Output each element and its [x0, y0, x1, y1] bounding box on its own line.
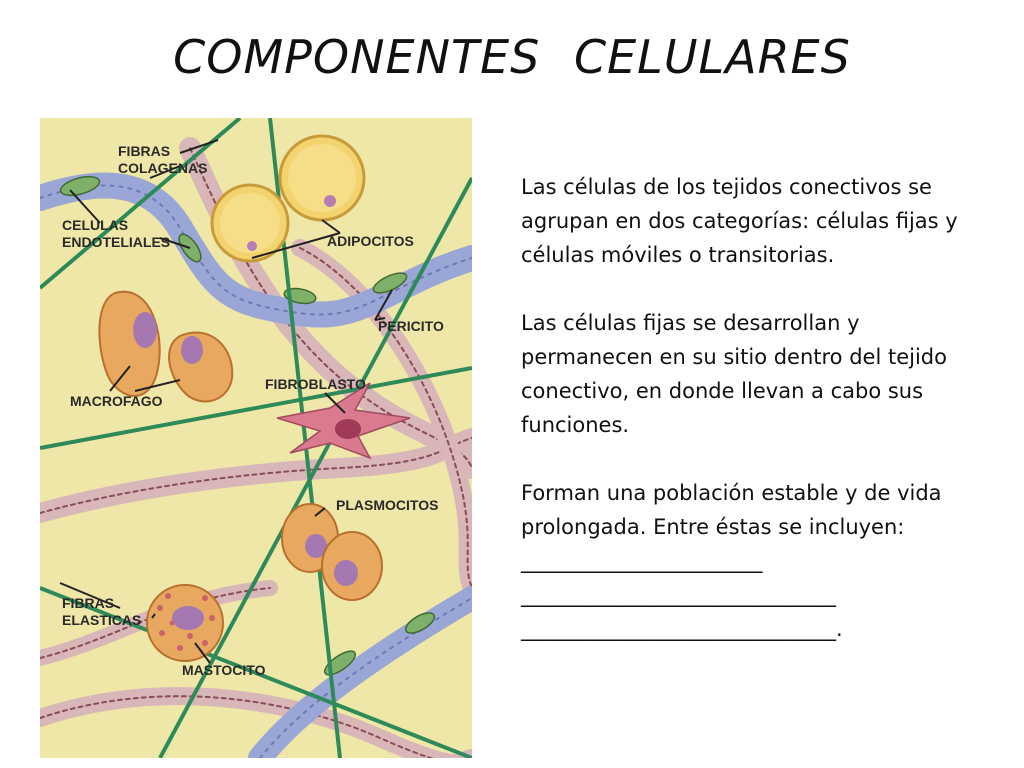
p3-blank-line2: ______________________________	[521, 583, 836, 607]
label-celulas-endoteliales-line1: CELULAS	[62, 217, 129, 233]
mast-cell	[147, 585, 223, 661]
label-fibroblasto: FIBROBLASTO	[265, 376, 366, 392]
p1-highlight-fijas: fijas	[895, 209, 939, 233]
label-pericito: PERICITO	[378, 318, 444, 334]
p3-highlight-incluyen: incluyen	[808, 515, 898, 539]
p2-text-a: Las células	[521, 311, 644, 335]
label-adipocitos: ADIPOCITOS	[327, 233, 414, 249]
p1-highlight-dos-categorias: dos categorías	[648, 209, 803, 233]
p1-text-c: : células	[802, 209, 896, 233]
p2-text-c: se desarrollan y permanecen en su sitio dentro del tejido conectivo, en donde llevan a cabo sus funciones.	[521, 311, 947, 437]
p3-text-a: Forman una población estable y de vida prolongada. Entre éstas se	[521, 481, 942, 539]
paragraph-poblacion-estable	[521, 476, 991, 646]
label-celulas-endoteliales-line2: ENDOTELIALES	[62, 234, 171, 250]
p3-blank-line1: : _______________________	[521, 515, 905, 573]
p2-highlight-fijas: fijas	[643, 311, 686, 335]
p3-blank-line3: ______________________________.	[521, 617, 843, 641]
connective-tissue-illustration	[40, 118, 472, 758]
illustration-svg	[40, 118, 472, 758]
p1-text-a: Las células de los tejidos conectivos se agrupan en	[521, 175, 932, 233]
description-text	[521, 170, 991, 680]
label-fibras-colagenas-line2: COLAGENAS	[118, 160, 208, 176]
label-fibras-elasticas-line1: FIBRAS	[62, 595, 115, 611]
label-plasmocitos: PLASMOCITOS	[336, 497, 439, 513]
p1-text-e: y células móviles o transitorias.	[521, 209, 958, 267]
label-mastocito: MASTOCITO	[182, 662, 266, 678]
paragraph-celulas-fijas	[521, 306, 991, 442]
paragraph-categorias	[521, 170, 991, 272]
label-fibras-elasticas-line2: ELASTICAS	[62, 612, 142, 628]
label-fibras-colagenas-line1: FIBRAS	[118, 143, 171, 159]
label-macrofago: MACROFAGO	[70, 393, 163, 409]
slide-title: COMPONENTES CELULARES	[173, 30, 851, 84]
